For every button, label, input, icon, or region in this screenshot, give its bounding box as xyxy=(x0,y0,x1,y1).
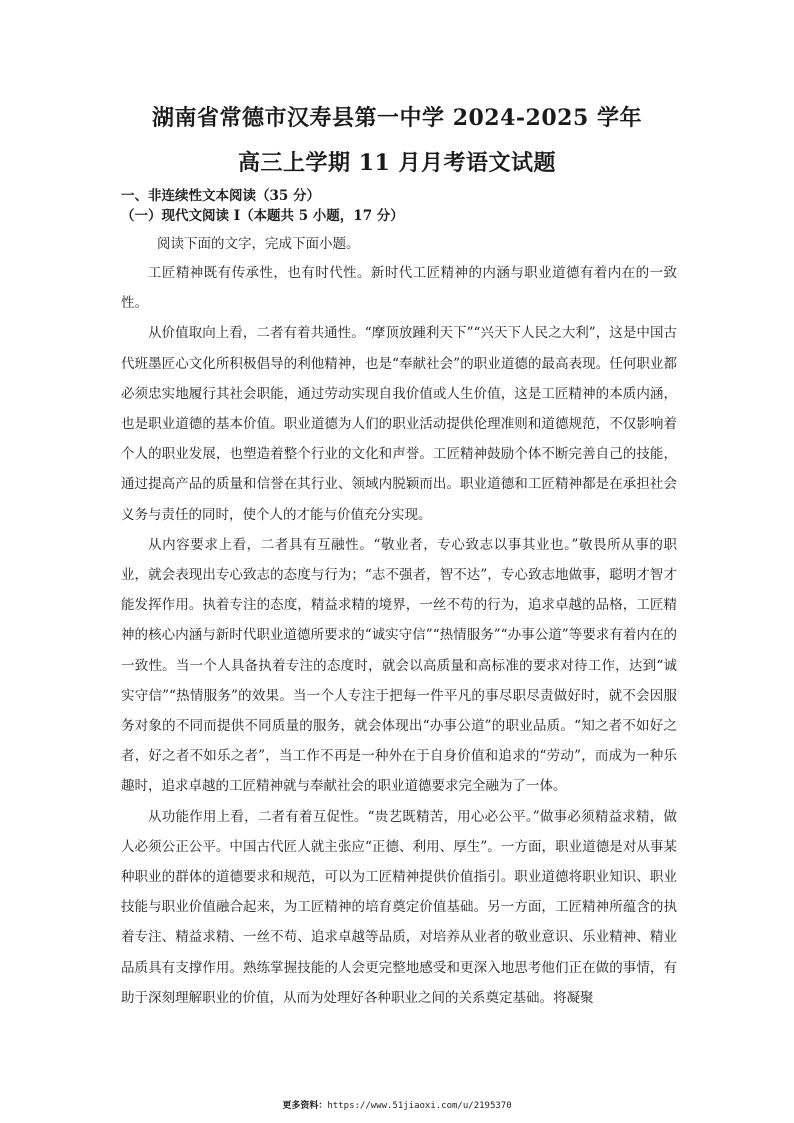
footer-label: 更多资料： xyxy=(282,1101,328,1111)
reading-instruction: 阅读下面的文字，完成下面小题。 xyxy=(157,236,360,252)
passage-paragraph-1: 工匠精神既有传承性，也有时代性。新时代工匠精神的内涵与职业道德有着内在的一致性。 xyxy=(121,265,677,312)
exam-title-line2: 高三上学期 11 月月考语文试题 xyxy=(238,150,556,176)
footer-link[interactable]: https://www.51jiaoxi.com/u/2195370 xyxy=(327,1101,512,1111)
passage-paragraph-4: 从功能作用上看，二者有着互促性。“贵艺既精苦，用心必公平。”做事必须精益求精，做人必须公正公平。中国古代匠人就主张应“正德、利用、厚生”。一方面，职业道德是对从事某种职业的群体的道德要求和规范，可以为工匠精神提供价值指引。职业道德将职业知识、职业技能与职业价值融合起来，为工匠精神的培育奠定价值基础。另一方面，工匠精神所蕴含的执着专注、精益求精、一丝不苟、追求卓越等品质，对培养从业者的敬业意识、乐业精神、精业品质具有支撑作用。熟练掌握技能的人会更完整地感受和更深入地思考他们正在做的事情，有助于深刻理解职业的价值，从而为处理好各种职业之间的关系奠定基础。将凝聚 xyxy=(121,808,677,1006)
reading-passage xyxy=(121,258,677,1013)
passage-paragraph-2: 从价值取向上看，二者有着共通性。“摩顶放踵利天下”“兴天下人民之大利”，这是中国古代班墨匠心文化所积极倡导的利他精神，也是“奉献社会”的职业道德的最高表现。任何职业都必须忠实地履行其社会职能，通过劳动实现自我价值或人生价值，这是工匠精神的本质内涵，也是职业道德的基本价值。职业道德为人们的职业活动提供伦理准则和道德规范，不仅影响着个人的职业发展，也塑造着整个行业的文化和声誉。工匠精神鼓励个体不断完善自己的技能，通过提高产品的质量和信誉在其行业、领域内脱颖而出。职业道德和工匠精神都是在承担社会义务与责任的同时，使个人的才能与价值充分实现。 xyxy=(121,325,677,523)
subsection-heading: （一）现代文阅读 I（本题共 5 小题，17 分） xyxy=(121,208,404,224)
passage-paragraph-3: 从内容要求上看，二者具有互融性。“敬业者，专心致志以事其业也。”敬畏所从事的职业，就会表现出专心致志的态度与行为；“志不强者，智不达”，专心致志地做事，聪明才智才能发挥作用。执着专注的态度，精益求精的境界，一丝不苟的行为，追求卓越的品格，工匠精神的核心内涵与新时代职业道德所要求的“诚实守信”“热情服务”“办事公道”等要求有着内在的一致性。当一个人具备执着专注的态度时，就会以高质量和高标准的要求对待工作，达到“诚实守信”“热情服务”的效果。当一个人专注于把每一件平凡的事尽职尽责做好时，就不会因服务对象的不同而提供不同质量的服务，就会体现出“办事公道”的职业品质。“知之者不如好之者，好之者不如乐之者”，当工作不再是一种外在于自身价值和追求的“劳动”，而成为一种乐趣时，追求卓越的工匠精神就与奉献社会的职业道德要求完全融为了一体。 xyxy=(121,536,677,795)
exam-title-line1: 湖南省常德市汉寿县第一中学 2024-2025 学年 xyxy=(152,105,642,131)
section-heading: 一、非连续性文本阅读（35 分） xyxy=(121,188,320,204)
page-footer xyxy=(0,1098,794,1111)
